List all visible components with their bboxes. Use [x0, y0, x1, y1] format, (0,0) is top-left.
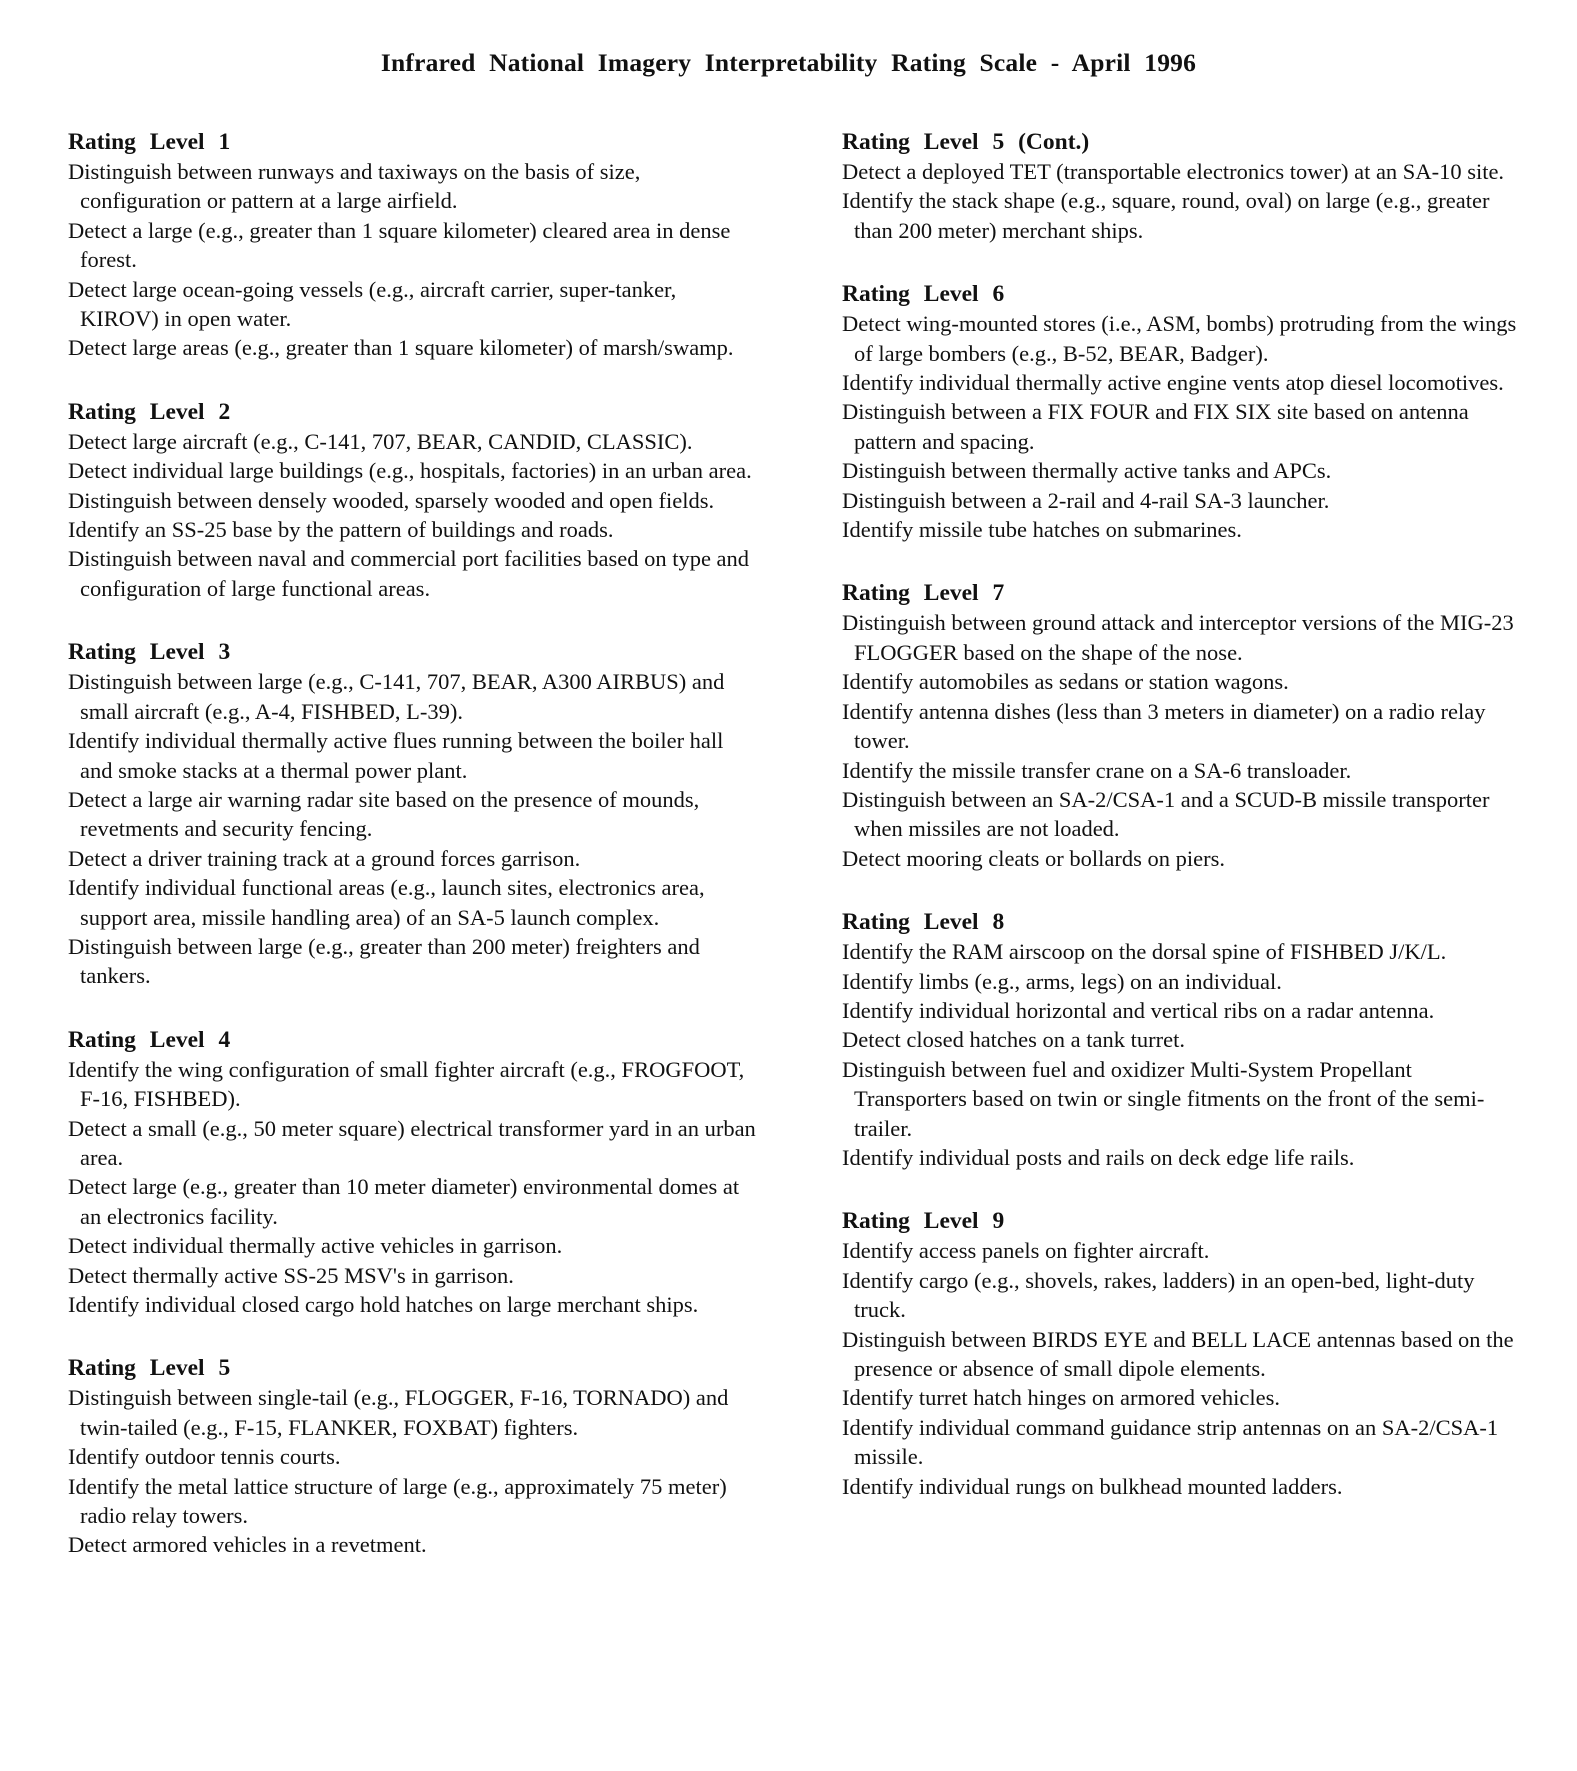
criteria-list: [68, 1055, 758, 1320]
criterion-item: Identify outdoor tennis courts.: [68, 1444, 341, 1470]
criterion-item: Detect a small (e.g., 50 meter square) electrical transformer yard in an urban area.: [68, 1115, 756, 1170]
criteria-list: [842, 157, 1522, 245]
rating-level-section: [842, 279, 1522, 544]
criterion-item: Identify the RAM airscoop on the dorsal spine of FISHBED J/K/L.: [842, 939, 1447, 965]
criterion-item: Distinguish between a FIX FOUR and FIX SIX site based on antenna pattern and spacing.: [842, 399, 1469, 454]
rating-level-section: [842, 578, 1522, 873]
criterion-item: Identify the missile transfer crane on a SA-6 transloader.: [842, 757, 1352, 783]
criterion-item: Distinguish between large (e.g., greater than 200 meter) freighters and tankers.: [68, 933, 700, 989]
rating-level-section: [68, 637, 758, 990]
rating-level-heading: Rating Level 6: [842, 281, 1005, 308]
criterion-item: Identify cargo (e.g., shovels, rakes, ladders) in an open-bed, light-duty truck.: [842, 1267, 1475, 1323]
criterion-item: Identify individual horizontal and vertical ribs on a radar antenna.: [842, 997, 1435, 1023]
criterion-item: Detect individual thermally active vehicles in garrison.: [68, 1233, 563, 1259]
criterion-item: Detect individual large buildings (e.g., hospitals, factories) in an urban area.: [68, 458, 752, 484]
criterion-item: Detect a large air warning radar site based on the presence of mounds, revetments and security fencing.: [68, 786, 700, 842]
criterion-item: Identify turret hatch hinges on armored vehicles.: [842, 1385, 1280, 1411]
rating-level-section: [842, 1206, 1522, 1501]
criteria-list: [68, 667, 758, 990]
criteria-list: [842, 608, 1522, 873]
criterion-item: Distinguish between runways and taxiways on the basis of size, configuration or pattern at a large airfield.: [68, 159, 641, 214]
criterion-item: Identify individual posts and rails on deck edge life rails.: [842, 1144, 1355, 1170]
criterion-item: Identify individual thermally active engine vents atop diesel locomotives.: [842, 370, 1504, 396]
rating-level-heading: Rating Level 9: [842, 1208, 1005, 1235]
criterion-item: Distinguish between a 2-rail and 4-rail SA-3 launcher.: [842, 487, 1330, 513]
rating-level-heading: Rating Level 7: [842, 580, 1005, 607]
rating-level-heading: Rating Level 3: [68, 639, 231, 666]
criterion-item: Detect large aircraft (e.g., C-141, 707, BEAR, CANDID, CLASSIC).: [68, 428, 693, 454]
criterion-item: Distinguish between densely wooded, sparsely wooded and open fields.: [68, 487, 715, 513]
criterion-item: Identify the wing configuration of small fighter aircraft (e.g., FROGFOOT, F-16, FISHBED).: [68, 1056, 745, 1112]
criterion-item: Identify limbs (e.g., arms, legs) on an individual.: [842, 968, 1282, 994]
criteria-list: [68, 1383, 758, 1559]
criteria-list: [842, 309, 1522, 544]
rating-level-heading: Rating Level 5: [68, 1355, 231, 1382]
page-title: Infrared National Imagery Interpretability Rating Scale - April 1996: [380, 48, 1197, 77]
rating-level-heading: Rating Level 2: [68, 398, 231, 425]
criteria-list: [68, 427, 758, 603]
criteria-list: [68, 157, 758, 363]
criterion-item: Identify access panels on fighter aircraft.: [842, 1238, 1210, 1264]
criterion-item: Detect armored vehicles in a revetment.: [68, 1532, 427, 1558]
criterion-item: Identify the metal lattice structure of large (e.g., approximately 75 meter) radio relay towers.: [68, 1473, 727, 1529]
rating-level-heading: Rating Level 8: [842, 909, 1005, 936]
criterion-item: Detect large (e.g., greater than 10 meter diameter) environmental domes at an electronics facility.: [68, 1174, 740, 1229]
right-column: [842, 127, 1522, 1535]
left-column: [68, 127, 758, 1594]
criterion-item: Detect thermally active SS-25 MSV's in garrison.: [68, 1262, 514, 1288]
criteria-list: [842, 937, 1522, 1172]
criterion-item: Detect a driver training track at a ground forces garrison.: [68, 845, 581, 871]
criterion-item: Detect wing-mounted stores (i.e., ASM, bombs) protruding from the wings of large bombers (e.g., B-52, BEAR, Badger).: [842, 311, 1517, 366]
rating-level-section: [68, 127, 758, 363]
criterion-item: Identify an SS-25 base by the pattern of buildings and roads.: [68, 517, 614, 543]
criterion-item: Identify individual rungs on bulkhead mounted ladders.: [842, 1473, 1343, 1499]
criterion-item: Distinguish between large (e.g., C-141, 707, BEAR, A300 AIRBUS) and small aircraft (e.g., A-4, FISHBED, L-39).: [68, 669, 725, 724]
criterion-item: Identify individual functional areas (e.g., launch sites, electronics area, support area, missile handling area) of an SA-5 launch complex.: [68, 875, 705, 930]
criterion-item: Identify automobiles as sedans or station wagons.: [842, 669, 1289, 695]
criterion-item: Identify the stack shape (e.g., square, round, oval) on large (e.g., greater than 200 meter) merchant ships.: [842, 188, 1490, 243]
criterion-item: Detect large areas (e.g., greater than 1 square kilometer) of marsh/swamp.: [68, 335, 734, 361]
rating-level-heading: Rating Level 4: [68, 1026, 231, 1053]
criterion-item: Detect a deployed TET (transportable electronics tower) at an SA-10 site.: [842, 159, 1505, 184]
rating-level-section: [68, 1353, 758, 1559]
criterion-item: Distinguish between ground attack and interceptor versions of the MIG-23 FLOGGER based on the shape of the nose.: [842, 610, 1514, 665]
criterion-item: Identify individual closed cargo hold hatches on large merchant ships.: [68, 1292, 699, 1317]
criteria-list: [842, 1236, 1522, 1501]
criterion-item: Distinguish between naval and commercial port facilities based on type and configuration of large functional areas.: [68, 546, 750, 601]
rating-level-section: [68, 1025, 758, 1320]
rating-level-heading: Rating Level 5 (Cont.): [842, 129, 1090, 155]
rating-level-section: [842, 907, 1522, 1172]
criterion-item: Distinguish between thermally active tanks and APCs.: [842, 458, 1332, 484]
criterion-item: Distinguish between an SA-2/CSA-1 and a SCUD-B missile transporter when missiles are not loaded.: [842, 786, 1490, 842]
criterion-item: Identify individual command guidance strip antennas on an SA-2/CSA-1 missile.: [842, 1414, 1499, 1470]
criterion-item: Detect mooring cleats or bollards on piers.: [842, 845, 1226, 871]
criterion-item: Distinguish between fuel and oxidizer Multi-System Propellant Transporters based on twin or single fitments on the front of the semi-trailer.: [842, 1056, 1485, 1141]
criterion-item: Identify missile tube hatches on submarines.: [842, 517, 1242, 543]
rating-level-heading: Rating Level 1: [68, 129, 231, 155]
rating-level-section: [842, 127, 1522, 245]
rating-level-section: [68, 397, 758, 603]
criterion-item: Detect closed hatches on a tank turret.: [842, 1027, 1185, 1053]
criterion-item: Distinguish between single-tail (e.g., FLOGGER, F-16, TORNADO) and twin-tailed (e.g., F-15, FLANKER, FOXBAT) fighters.: [68, 1385, 729, 1440]
criterion-item: Identify antenna dishes (less than 3 meters in diameter) on a radio relay tower.: [842, 698, 1486, 754]
criterion-item: Identify individual thermally active flues running between the boiler hall and smoke stacks at a thermal power plant.: [68, 728, 724, 783]
criterion-item: Detect large ocean-going vessels (e.g., aircraft carrier, super-tanker, KIROV) in open water.: [68, 276, 677, 332]
criterion-item: Distinguish between BIRDS EYE and BELL LACE antennas based on the presence or absence of small dipole elements.: [842, 1326, 1514, 1381]
criterion-item: Detect a large (e.g., greater than 1 square kilometer) cleared area in dense forest.: [68, 217, 731, 273]
